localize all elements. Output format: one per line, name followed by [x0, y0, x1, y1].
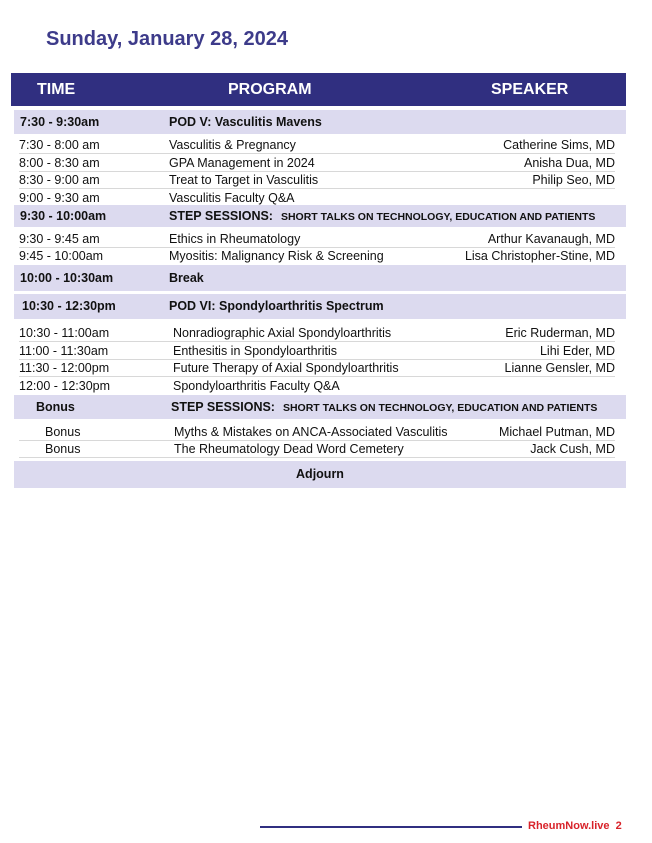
table-row — [19, 154, 615, 172]
header-program: PROGRAM — [228, 81, 312, 98]
session-title: STEP SESSIONS: — [169, 209, 273, 223]
session-time: 9:30 - 10:00am — [20, 209, 107, 223]
row-speaker: Philip Seo, MD — [532, 173, 615, 187]
page-number: 2 — [615, 820, 622, 832]
date-title: Sunday, January 28, 2024 — [46, 28, 288, 50]
row-speaker: Michael Putman, MD — [498, 425, 615, 439]
session-band — [14, 294, 626, 319]
session-time: 10:30 - 12:30pm — [22, 299, 116, 313]
row-speaker: Lisa Christopher-Stine, MD — [464, 249, 615, 263]
session-band — [14, 395, 626, 419]
row-program: Myths & Mistakes on ANCA-Associated Vasculitis — [174, 425, 448, 439]
row-speaker: Lihi Eder, MD — [539, 344, 615, 358]
table-row — [19, 230, 615, 248]
session-title: Break — [169, 271, 204, 285]
row-speaker: Arthur Kavanaugh, MD — [487, 232, 615, 246]
row-time: 11:00 - 11:30am — [19, 344, 109, 358]
row-time: 12:00 - 12:30pm — [19, 379, 111, 393]
session-subtitle: SHORT TALKS ON TECHNOLOGY, EDUCATION AND PATIENTS — [282, 402, 598, 414]
adjourn-label: Adjourn — [296, 467, 344, 481]
row-speaker: Anisha Dua, MD — [523, 156, 615, 170]
row-time: 9:30 - 9:45 am — [19, 232, 100, 246]
session-band — [14, 205, 626, 227]
row-speaker: Catherine Sims, MD — [503, 138, 615, 152]
row-time: 11:30 - 12:00pm — [19, 361, 110, 375]
table-row — [19, 440, 615, 458]
row-time: Bonus — [45, 442, 81, 456]
session-time: Bonus — [36, 400, 75, 414]
session-title: POD V: Vasculitis Mavens — [169, 115, 322, 129]
row-speaker: Lianne Gensler, MD — [504, 361, 615, 375]
table-row — [19, 423, 615, 441]
header-time: TIME — [37, 81, 76, 98]
header-speaker: SPEAKER — [491, 81, 569, 98]
table-row — [19, 359, 615, 377]
row-time: 9:45 - 10:00am — [19, 249, 104, 263]
footer-rule — [260, 826, 522, 828]
session-title: STEP SESSIONS: — [171, 400, 275, 414]
row-time: 9:00 - 9:30 am — [19, 191, 100, 205]
row-speaker: Eric Ruderman, MD — [505, 326, 615, 340]
row-program: Vasculitis Faculty Q&A — [169, 191, 295, 205]
row-program: Spondyloarthritis Faculty Q&A — [173, 379, 340, 393]
row-time: 10:30 - 11:00am — [19, 326, 110, 340]
table-row — [19, 171, 615, 189]
row-program: Vasculitis & Pregnancy — [169, 138, 296, 152]
table-row — [19, 247, 615, 264]
table-row — [19, 377, 615, 394]
session-time: 10:00 - 10:30am — [20, 271, 114, 285]
table-row — [19, 324, 615, 342]
row-time: 8:00 - 8:30 am — [19, 156, 100, 170]
session-subtitle: SHORT TALKS ON TECHNOLOGY, EDUCATION AND PATIENTS — [280, 211, 596, 223]
row-program: Nonradiographic Axial Spondyloarthritis — [173, 326, 392, 340]
row-time: 7:30 - 8:00 am — [19, 138, 100, 152]
table-header — [11, 73, 626, 106]
session-band — [14, 110, 626, 134]
session-time: 7:30 - 9:30am — [20, 115, 100, 129]
session-band — [14, 265, 626, 291]
footer — [528, 820, 622, 832]
row-speaker: Jack Cush, MD — [530, 442, 615, 456]
footer-site: RheumNow.live — [528, 820, 610, 832]
table-row — [19, 136, 615, 154]
table-row — [19, 342, 615, 360]
adjourn-band — [14, 461, 626, 488]
row-time: Bonus — [45, 425, 81, 439]
row-program: GPA Management in 2024 — [169, 156, 315, 170]
row-program: Enthesitis in Spondyloarthritis — [173, 344, 337, 358]
session-title: POD VI: Spondyloarthritis Spectrum — [169, 299, 384, 313]
row-program: Treat to Target in Vasculitis — [169, 173, 319, 187]
row-program: Myositis: Malignancy Risk & Screening — [169, 249, 384, 263]
row-time: 8:30 - 9:00 am — [19, 173, 100, 187]
row-program: Ethics in Rheumatology — [169, 232, 301, 246]
row-program: The Rheumatology Dead Word Cemetery — [174, 442, 404, 456]
table-row — [19, 189, 615, 206]
row-program: Future Therapy of Axial Spondyloarthritis — [173, 361, 399, 375]
